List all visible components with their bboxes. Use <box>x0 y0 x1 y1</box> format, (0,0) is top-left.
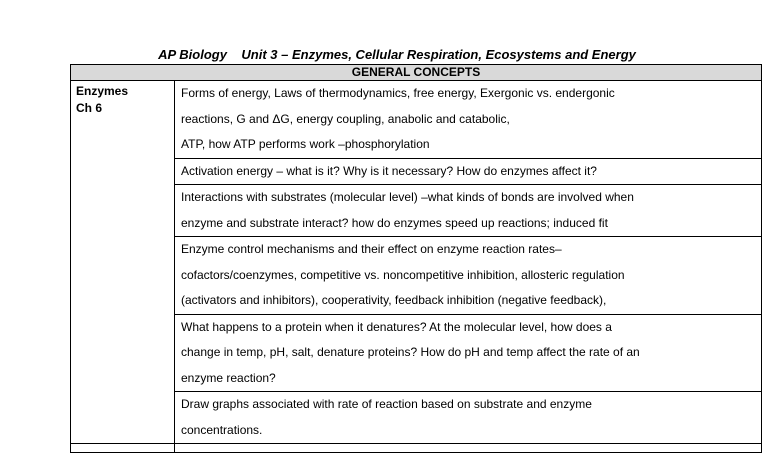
table-row <box>71 81 762 159</box>
empty-cell <box>175 444 762 453</box>
concept-line: enzyme reaction? <box>181 370 276 385</box>
table-row <box>71 185 762 237</box>
concept-line: enzyme and substrate interact? how do enzymes speed up reactions; induced fit <box>181 215 608 230</box>
table-row <box>71 314 762 392</box>
table-row <box>71 237 762 315</box>
concept-line: ATP, how ATP performs work –phosphorylation <box>181 137 430 151</box>
concept-line: Forms of energy, Laws of thermodynamics, free energy, Exergonic vs. endergonic <box>181 86 615 100</box>
concept-cell <box>175 392 762 444</box>
concept-line: What happens to a protein when it denatures? At the molecular level, how does a <box>181 319 612 334</box>
table-header: GENERAL CONCEPTS <box>71 65 762 81</box>
concept-cell <box>175 158 762 185</box>
concept-line: (activators and inhibitors), cooperativity, feedback inhibition (negative feedback), <box>181 293 607 307</box>
concept-line: concentrations. <box>181 422 263 437</box>
concept-line: Enzyme control mechanisms and their effect on enzyme reaction rates– <box>181 242 562 256</box>
concept-line: change in temp, pH, salt, denature proteins? How do pH and temp affect the rate of an <box>181 345 640 359</box>
concept-cell <box>175 314 762 392</box>
table-row <box>71 158 762 185</box>
concept-cell <box>175 185 762 237</box>
empty-cell <box>71 444 175 453</box>
concept-cell <box>175 237 762 315</box>
concept-cell <box>175 81 762 159</box>
concept-line: Interactions with substrates (molecular level) –what kinds of bonds are involved when <box>181 190 634 204</box>
table-row <box>71 392 762 444</box>
concept-line: Draw graphs associated with rate of reaction based on substrate and enzyme <box>181 397 592 411</box>
concept-line: cofactors/coenzymes, competitive vs. noncompetitive inhibition, allosteric regulation <box>181 267 625 282</box>
concept-line: reactions, G and ΔG, energy coupling, anabolic and catabolic, <box>181 111 510 126</box>
concepts-table <box>70 64 762 453</box>
header-row <box>71 65 762 81</box>
table-row-empty <box>71 444 762 453</box>
page-title: AP Biology Unit 3 – Enzymes, Cellular Respiration, Ecosystems and Energy <box>158 47 636 62</box>
category-cell: Enzymes Ch 6 <box>71 81 175 444</box>
concept-line: Activation energy – what is it? Why is it necessary? How do enzymes affect it? <box>181 163 597 178</box>
